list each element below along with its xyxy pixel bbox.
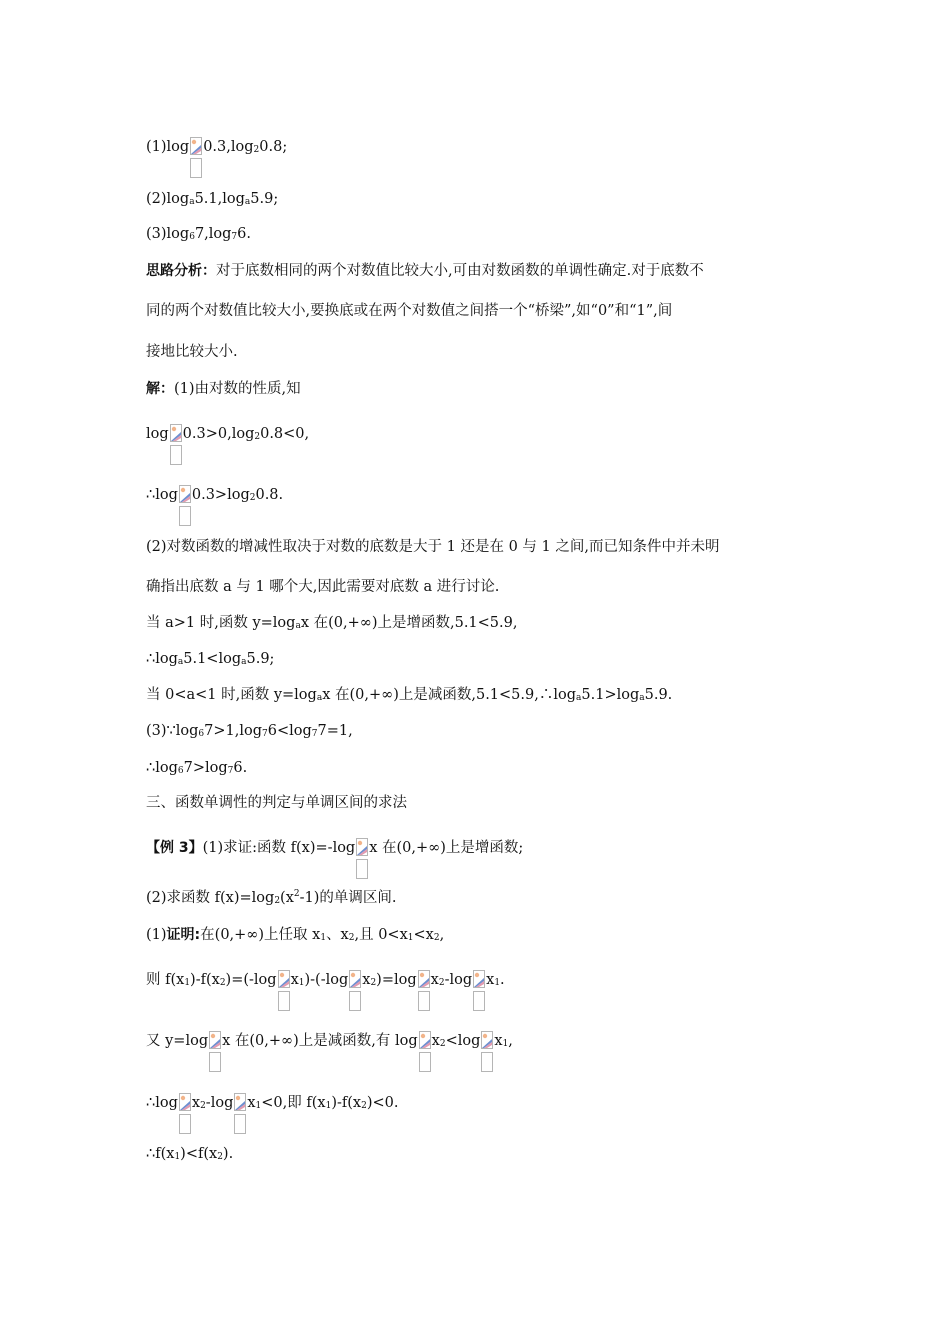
text-run: 6 bbox=[189, 232, 195, 242]
solution-part2-line-1 bbox=[146, 537, 719, 557]
solution-part2-line-2 bbox=[146, 577, 499, 597]
proof-line-1 bbox=[146, 925, 444, 945]
text-run: ∴log bbox=[146, 1095, 178, 1111]
text-run: a bbox=[189, 197, 195, 207]
text-run: x bbox=[191, 1095, 201, 1111]
text-run: (1)求证:函数 f(x)=-log bbox=[202, 840, 356, 856]
formula-image-placeholder-icon bbox=[419, 1031, 431, 1073]
text-run: 7,log bbox=[194, 226, 232, 242]
text-run: 0.3>log bbox=[191, 487, 250, 503]
formula-image-placeholder-icon bbox=[481, 1031, 493, 1073]
text-run: 2 bbox=[348, 933, 355, 943]
text-run: (1) bbox=[146, 927, 167, 943]
text-run: 思路分析： bbox=[146, 263, 216, 279]
text-run: a bbox=[639, 693, 645, 703]
text-run: 2 bbox=[200, 1101, 206, 1111]
text-run: 1 bbox=[502, 1039, 509, 1049]
text-run: 2 bbox=[433, 933, 440, 943]
text-run: <0,即 f(x bbox=[261, 1095, 326, 1111]
text-run: 2 bbox=[274, 896, 281, 906]
text-run: 同的两个对数值比较大小,要换底或在两个对数值之间搭一个“桥梁”,如“0”和“1”,间 bbox=[146, 303, 673, 319]
text-run: ). bbox=[222, 1146, 234, 1162]
text-run: 0.8; bbox=[259, 139, 288, 155]
analysis-line-1 bbox=[146, 261, 704, 281]
solution-part2-line-5 bbox=[146, 685, 672, 705]
text-run: ∴log bbox=[146, 651, 178, 667]
text-run: 1 bbox=[320, 933, 327, 943]
text-run: -log bbox=[444, 972, 473, 988]
text-run: 1 bbox=[325, 1101, 332, 1111]
solution-part2-line-3 bbox=[146, 613, 517, 633]
text-run: , bbox=[508, 1033, 513, 1049]
text-run: x 在(0,+∞)上是减函数,5.1<5.9,∴log bbox=[322, 687, 577, 703]
text-run: 1 bbox=[298, 978, 305, 988]
text-run: (2)求函数 f(x)=log bbox=[146, 890, 275, 906]
text-run: 又 y=log bbox=[146, 1033, 209, 1049]
text-run: a bbox=[295, 621, 301, 631]
text-run: 2 bbox=[370, 978, 377, 988]
problem-line-1 bbox=[146, 137, 287, 179]
problem-line-2 bbox=[146, 189, 278, 209]
proof-line-4 bbox=[146, 1093, 398, 1135]
text-run: 6<log bbox=[267, 723, 312, 739]
text-run: ∴f(x bbox=[146, 1146, 175, 1162]
text-run: 6 bbox=[198, 729, 205, 739]
text-run: a bbox=[316, 693, 323, 703]
formula-image-placeholder-icon bbox=[209, 1031, 221, 1073]
proof-line-5 bbox=[146, 1144, 233, 1164]
text-run: 7>1,log bbox=[204, 723, 263, 739]
text-run: x 在(0,+∞)上是减函数,有 log bbox=[222, 1033, 418, 1049]
text-run: 7 bbox=[227, 766, 234, 776]
text-run: 则 f(x bbox=[146, 972, 185, 988]
text-run: x bbox=[486, 972, 495, 988]
text-run: 0.3,log bbox=[203, 139, 254, 155]
solution-part2-line-4 bbox=[146, 649, 274, 669]
text-run: x bbox=[290, 972, 299, 988]
text-run: 5.9; bbox=[246, 651, 275, 667]
text-run: x bbox=[247, 1095, 256, 1111]
text-run: <log bbox=[445, 1033, 481, 1049]
text-run: 6. bbox=[233, 760, 248, 776]
solution-part3-line-2 bbox=[146, 758, 247, 778]
solution-part3-line-1 bbox=[146, 721, 353, 741]
text-run: 2 bbox=[253, 145, 260, 155]
text-run: 5.1>log bbox=[581, 687, 640, 703]
text-run: 证明: bbox=[166, 927, 201, 943]
text-run: 5.9; bbox=[250, 191, 279, 207]
formula-image-placeholder-icon bbox=[356, 838, 368, 880]
text-run: (3)∵log bbox=[146, 723, 199, 739]
formula-image-placeholder-icon bbox=[473, 970, 485, 1012]
text-run: 6 bbox=[177, 766, 184, 776]
text-run: log bbox=[146, 426, 169, 442]
text-run: 2 bbox=[249, 493, 256, 503]
text-run: , bbox=[439, 927, 445, 943]
text-run: 1 bbox=[407, 933, 414, 943]
text-run: -1)的单调区间. bbox=[299, 890, 397, 906]
text-run: 6. bbox=[237, 226, 251, 242]
text-run: )-f(x bbox=[190, 972, 220, 988]
text-run: 1 bbox=[255, 1101, 262, 1111]
text-run: 当 a>1 时,函数 y=log bbox=[146, 615, 296, 631]
text-run: x bbox=[362, 972, 371, 988]
text-run: 0.8<0, bbox=[260, 426, 310, 442]
text-run: 0.8. bbox=[255, 487, 284, 503]
text-run: (3)log bbox=[146, 226, 190, 242]
example-3-line-2 bbox=[146, 888, 397, 908]
text-run: 当 0<a<1 时,函数 y=log bbox=[146, 687, 317, 703]
text-run: 2 bbox=[361, 1101, 367, 1111]
text-run: <x bbox=[413, 927, 434, 943]
formula-image-placeholder-icon bbox=[349, 970, 361, 1012]
proof-line-2 bbox=[146, 970, 505, 1012]
formula-image-placeholder-icon bbox=[179, 485, 191, 527]
text-run: x bbox=[431, 1033, 440, 1049]
solution-heading bbox=[146, 379, 301, 399]
solution-line-1 bbox=[146, 424, 309, 466]
text-run: 2 bbox=[254, 432, 261, 442]
text-run: 1 bbox=[494, 978, 501, 988]
formula-image-placeholder-icon bbox=[278, 970, 290, 1012]
text-run: a bbox=[244, 197, 251, 207]
text-run: 7 bbox=[311, 729, 318, 739]
text-run: (x bbox=[280, 890, 294, 906]
formula-image-placeholder-icon bbox=[234, 1093, 246, 1135]
proof-line-3 bbox=[146, 1031, 513, 1073]
text-run: )=(-log bbox=[225, 972, 277, 988]
text-run: 5.1,log bbox=[194, 191, 245, 207]
text-run: 2 bbox=[439, 1039, 446, 1049]
formula-image-placeholder-icon bbox=[179, 1093, 191, 1135]
text-run: 【例 3】 bbox=[146, 840, 203, 856]
text-run: -log bbox=[205, 1095, 234, 1111]
text-run: a bbox=[576, 693, 582, 703]
formula-image-placeholder-icon bbox=[418, 970, 430, 1012]
analysis-line-2 bbox=[146, 301, 672, 321]
text-run: (2)log bbox=[146, 191, 190, 207]
section-heading bbox=[146, 793, 407, 813]
formula-image-placeholder-icon bbox=[190, 137, 202, 179]
text-run: (1)由对数的性质,知 bbox=[174, 381, 301, 397]
text-run: 2 bbox=[438, 978, 445, 988]
text-run: 5.9. bbox=[644, 687, 673, 703]
formula-image-placeholder-icon bbox=[170, 424, 182, 466]
example-3-line-1 bbox=[146, 838, 523, 880]
text-run: ∴log bbox=[146, 760, 178, 776]
text-run: a bbox=[241, 657, 247, 667]
text-run: x 在(0,+∞)上是增函数,5.1<5.9, bbox=[300, 615, 518, 631]
text-run: 解： bbox=[146, 381, 174, 397]
text-run: x bbox=[494, 1033, 503, 1049]
text-run: ,且 0<x bbox=[354, 927, 408, 943]
text-run: )<0. bbox=[366, 1095, 399, 1111]
text-run: (1)log bbox=[146, 139, 190, 155]
text-run: a bbox=[177, 657, 184, 667]
text-run: 1 bbox=[184, 978, 191, 988]
text-run: 1 bbox=[174, 1152, 181, 1162]
text-run: 7>log bbox=[183, 760, 228, 776]
text-run: )-(-log bbox=[304, 972, 349, 988]
text-run: )=log bbox=[376, 972, 417, 988]
analysis-line-3 bbox=[146, 342, 238, 362]
text-run: 2 bbox=[219, 978, 226, 988]
problem-line-3 bbox=[146, 224, 251, 244]
text-run: . bbox=[500, 972, 505, 988]
text-run: 7 bbox=[262, 729, 268, 739]
solution-line-2 bbox=[146, 485, 283, 527]
text-run: x bbox=[430, 972, 439, 988]
text-run: 0.3>0,log bbox=[182, 426, 255, 442]
text-run: )<f(x bbox=[180, 1146, 218, 1162]
text-run: 三、函数单调性的判定与单调区间的求法 bbox=[146, 795, 407, 811]
text-run: 2 bbox=[217, 1152, 223, 1162]
text-run: x 在(0,+∞)上是增函数; bbox=[369, 840, 524, 856]
text-run: 5.1<log bbox=[183, 651, 242, 667]
text-run: ∴log bbox=[146, 487, 178, 503]
text-run: )-f(x bbox=[331, 1095, 362, 1111]
text-run: 在(0,+∞)上任取 x bbox=[200, 927, 321, 943]
text-run: 确指出底数 a 与 1 哪个大,因此需要对底数 a 进行讨论. bbox=[146, 579, 500, 595]
text-run: 2 bbox=[293, 889, 300, 899]
text-run: 、x bbox=[326, 927, 349, 943]
text-run: 7=1, bbox=[317, 723, 353, 739]
text-run: 接地比较大小. bbox=[146, 344, 238, 360]
text-run: (2)对数函数的增减性取决于对数的底数是大于 1 还是在 0 与 1 之间,而已知条件中并未明 bbox=[146, 539, 720, 555]
text-run: 对于底数相同的两个对数值比较大小,可由对数函数的单调性确定.对于底数不 bbox=[216, 263, 704, 279]
text-run: 7 bbox=[231, 232, 238, 242]
